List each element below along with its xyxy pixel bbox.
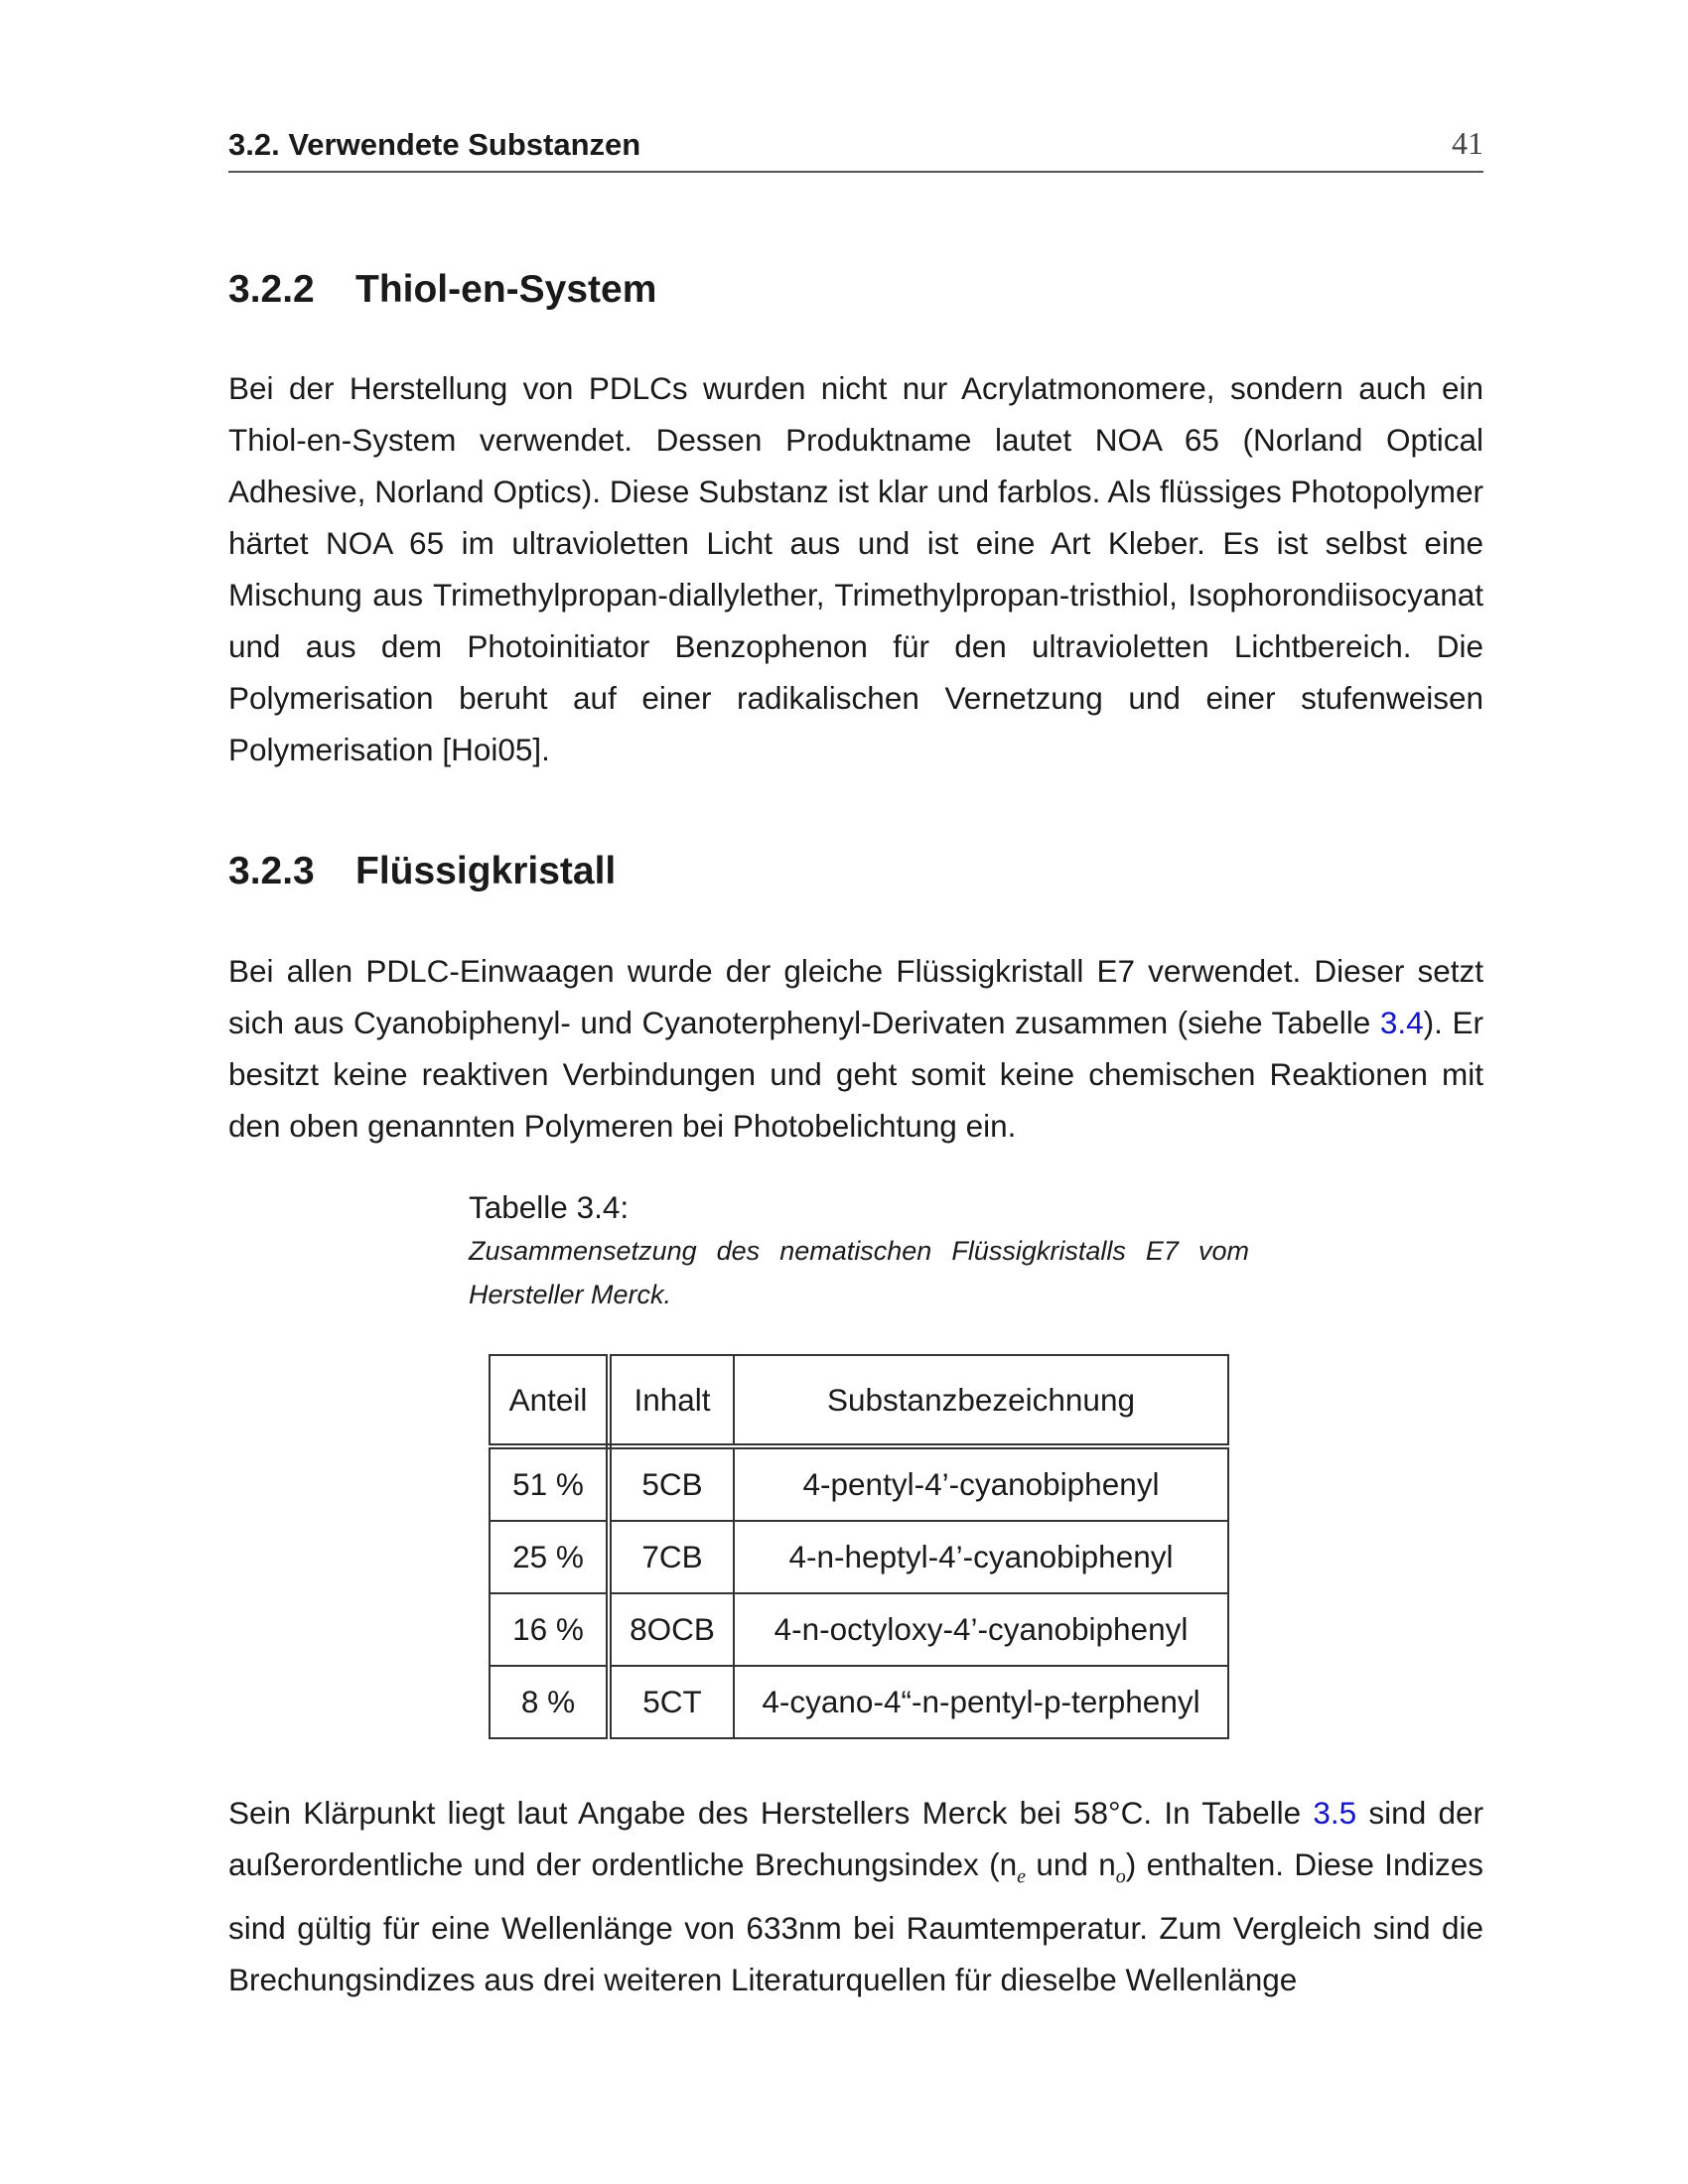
paragraph-text: Bei der Herstellung von PDLCs wurden nicht nur Acrylatmonomere, sondern auch ein Thiol-en-System verwendet. Dessen Produktname lautet NOA 65 (Norland Optical Adhesive, Norland Optics). Diese Substanz ist klar und farblos. Als flüssiges Photopolymer härtet NOA 65 im ultravioletten Licht aus und ist eine Art Kleber. Es ist selbst eine Mischung aus Trimethylpropan-diallylether, Trimethylpropan-tristhiol, Isophorondiisocyanat und aus dem Photoinitiator Benzophenon für den ultravioletten Lichtbereich. Die Polymerisation beruht auf einer radikalischen Vernetzung und einer stufenweisen Polymerisation [Hoi05]. [228, 370, 1483, 767]
section-title: Thiol-en-System [355, 268, 657, 311]
paragraph-text: ) enthalten. Diese Indizes sind gültig für eine Wellenlänge von 633nm bei Raumtemperatur. Zum Vergleich sind die Brechungsindizes aus drei weiteren Literaturquellen für dieselbe Wellenlänge [228, 1846, 1483, 1998]
subscript-o: o [1115, 1865, 1126, 1888]
table-cell: 4-cyano-4“-n-pentyl-p-terphenyl [734, 1666, 1228, 1738]
paragraph-thiol-en [228, 362, 1483, 775]
table-cell: 4-pentyl-4’-cyanobiphenyl [734, 1446, 1228, 1521]
table-row [490, 1593, 1228, 1666]
section-heading-3-2-2 [228, 268, 656, 312]
paragraph-text: sind der außerordentliche und der ordentliche Brechungsindex (n [228, 1795, 1483, 1882]
table-reference-link[interactable]: 3.4 [1379, 1005, 1424, 1040]
table-cell: 5CT [609, 1666, 734, 1738]
paragraph-fluessigkristall [228, 945, 1483, 1152]
table-caption-text: Zusammensetzung des nematischen Flüssigkristalls E7 vom Hersteller Merck. [469, 1236, 1249, 1309]
table-cell: 8 % [490, 1666, 609, 1738]
section-number: 3.2.2 [228, 268, 315, 311]
header-cell: Inhalt [609, 1355, 734, 1446]
subscript-e: e [1017, 1865, 1027, 1888]
paragraph-text: Bei allen PDLC-Einwaagen wurde der gleiche Flüssigkristall E7 verwendet. Dieser setzt sich aus Cyanobiphenyl- und Cyanoterphenyl-Derivaten zusammen (siehe Tabelle [228, 953, 1483, 1040]
paragraph-text: ). Er besitzt keine reaktiven Verbindungen und geht somit keine chemischen Reaktionen mit den oben genannten Polymeren bei Photobelichtung ein. [228, 1005, 1483, 1144]
table-cell: 4-n-heptyl-4’-cyanobiphenyl [734, 1521, 1228, 1593]
section-title: Flüssigkristall [355, 850, 617, 892]
table-reference-link[interactable]: 3.5 [1313, 1795, 1357, 1831]
paragraph-text: Sein Klärpunkt liegt laut Angabe des Herstellers Merck bei 58°C. In Tabelle [228, 1795, 1314, 1831]
table-cell: 16 % [490, 1593, 609, 1666]
table-caption [469, 1185, 1249, 1316]
header-cell: Anteil [490, 1355, 609, 1446]
table-cell: 8OCB [609, 1593, 734, 1666]
table-row [490, 1446, 1228, 1521]
table-caption-label: Tabelle 3.4: [469, 1189, 630, 1225]
table-header-row [490, 1355, 1228, 1446]
table-cell: 7CB [609, 1521, 734, 1593]
paragraph-text: und n [1026, 1846, 1116, 1882]
header-cell: Substanzbezeichnung [734, 1355, 1228, 1446]
table-cell: 5CB [609, 1446, 734, 1521]
running-header [228, 127, 1483, 173]
section-number: 3.2.3 [228, 850, 315, 892]
table-row [490, 1521, 1228, 1593]
table-row [490, 1666, 1228, 1738]
section-heading-3-2-3 [228, 850, 616, 893]
table-cell: 25 % [490, 1521, 609, 1593]
composition-table [489, 1354, 1229, 1739]
table-cell: 4-n-octyloxy-4’-cyanobiphenyl [734, 1593, 1228, 1666]
paragraph-klaerpunkt [228, 1787, 1483, 2005]
header-section-title: 3.2. Verwendete Substanzen [228, 127, 641, 162]
table-cell: 51 % [490, 1446, 609, 1521]
page-number: 41 [1452, 125, 1483, 161]
